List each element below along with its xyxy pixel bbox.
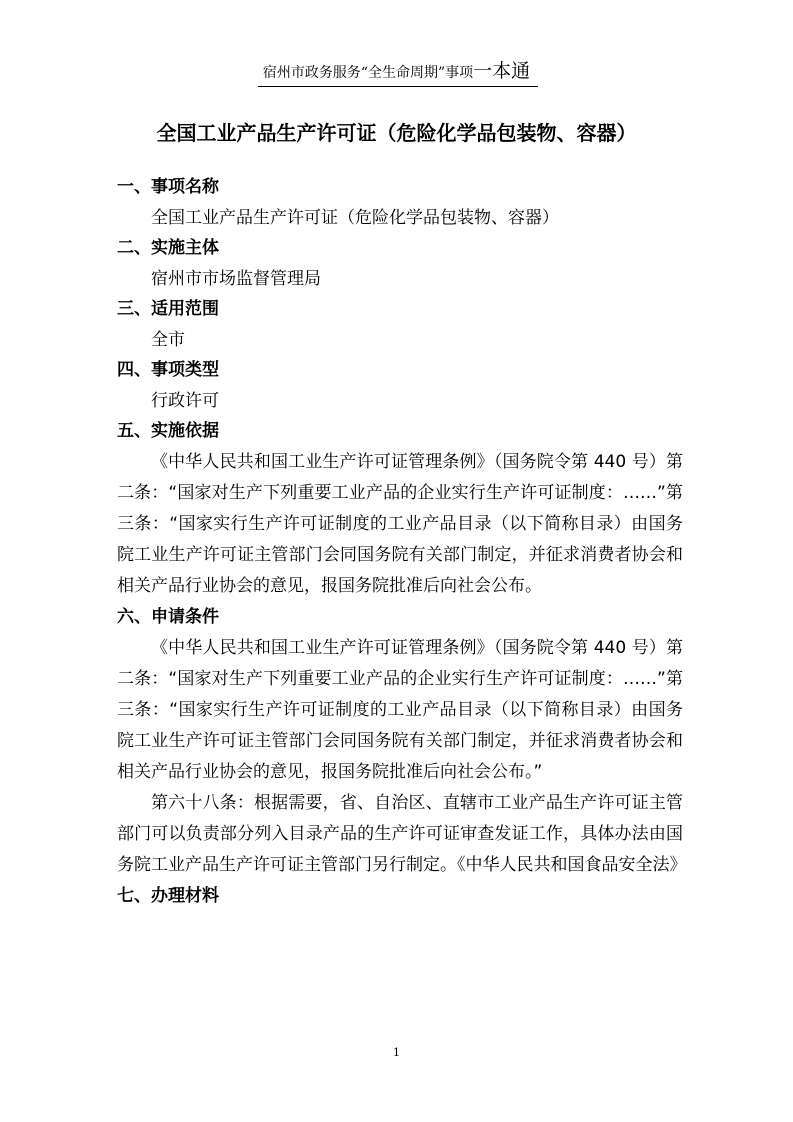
section-heading-item-type: 四、事项类型 [117, 360, 219, 380]
section-value-implementing-body: 宿州市市场监督管理局 [151, 269, 321, 289]
section-value-item-name: 全国工业产品生产许可证（危险化学品包装物、容器） [151, 208, 559, 228]
section-heading-legal-basis: 五、实施依据 [117, 421, 219, 441]
section-heading-scope: 三、适用范围 [117, 299, 219, 319]
document-body [117, 172, 687, 912]
section-heading-item-name: 一、事项名称 [117, 177, 219, 197]
header-text: 宿州市政务服务“全生命周期”事项 [262, 65, 474, 81]
section-heading-materials: 七、办理材料 [117, 886, 219, 906]
section-heading-application-conditions: 六、申请条件 [117, 607, 219, 627]
running-header [0, 62, 793, 82]
legal-basis-paragraph: 《中华人民共和国工业生产许可证管理条例》（国务院令第 440 号）第二条：“国家对生产下列重要工业产品的企业实行生产许可证制度：……”第三条：“国家实行生产许可证制度的工业产品目录（以下简称目录）由国务院工业生产许可证主管部门会同国务院有关部门制定，并征求消费者协会和相关产品行业协会的意见，报国务院批准后向社会公布。 [117, 452, 683, 596]
application-conditions-paragraph-2: 第六十八条：根据需要，省、自治区、直辖市工业产品生产许可证主管部门可以负责部分列入目录产品的生产许可证审查发证工作，具体办法由国务院工业产品生产许可证主管部门另行制定。《中华人民共和国食品安全法》 [117, 793, 687, 875]
section-value-scope: 全市 [151, 330, 185, 350]
application-conditions-paragraph-1: 《中华人民共和国工业生产许可证管理条例》（国务院令第 440 号）第二条：“国家对生产下列重要工业产品的企业实行生产许可证制度：……”第三条：“国家实行生产许可证制度的工业产品目录（以下简称目录）由国务院工业生产许可证主管部门会同国务院有关部门制定，并征求消费者协会和相关产品行业协会的意见，报国务院批准后向社会公布。” [117, 638, 683, 782]
section-value-item-type: 行政许可 [151, 391, 219, 411]
header-underline [258, 86, 538, 87]
header-text-large: 一本通 [473, 60, 531, 82]
document-title: 全国工业产品生产许可证（危险化学品包装物、容器） [156, 121, 637, 145]
page-number: 1 [393, 1046, 400, 1059]
section-heading-implementing-body: 二、实施主体 [117, 238, 219, 258]
